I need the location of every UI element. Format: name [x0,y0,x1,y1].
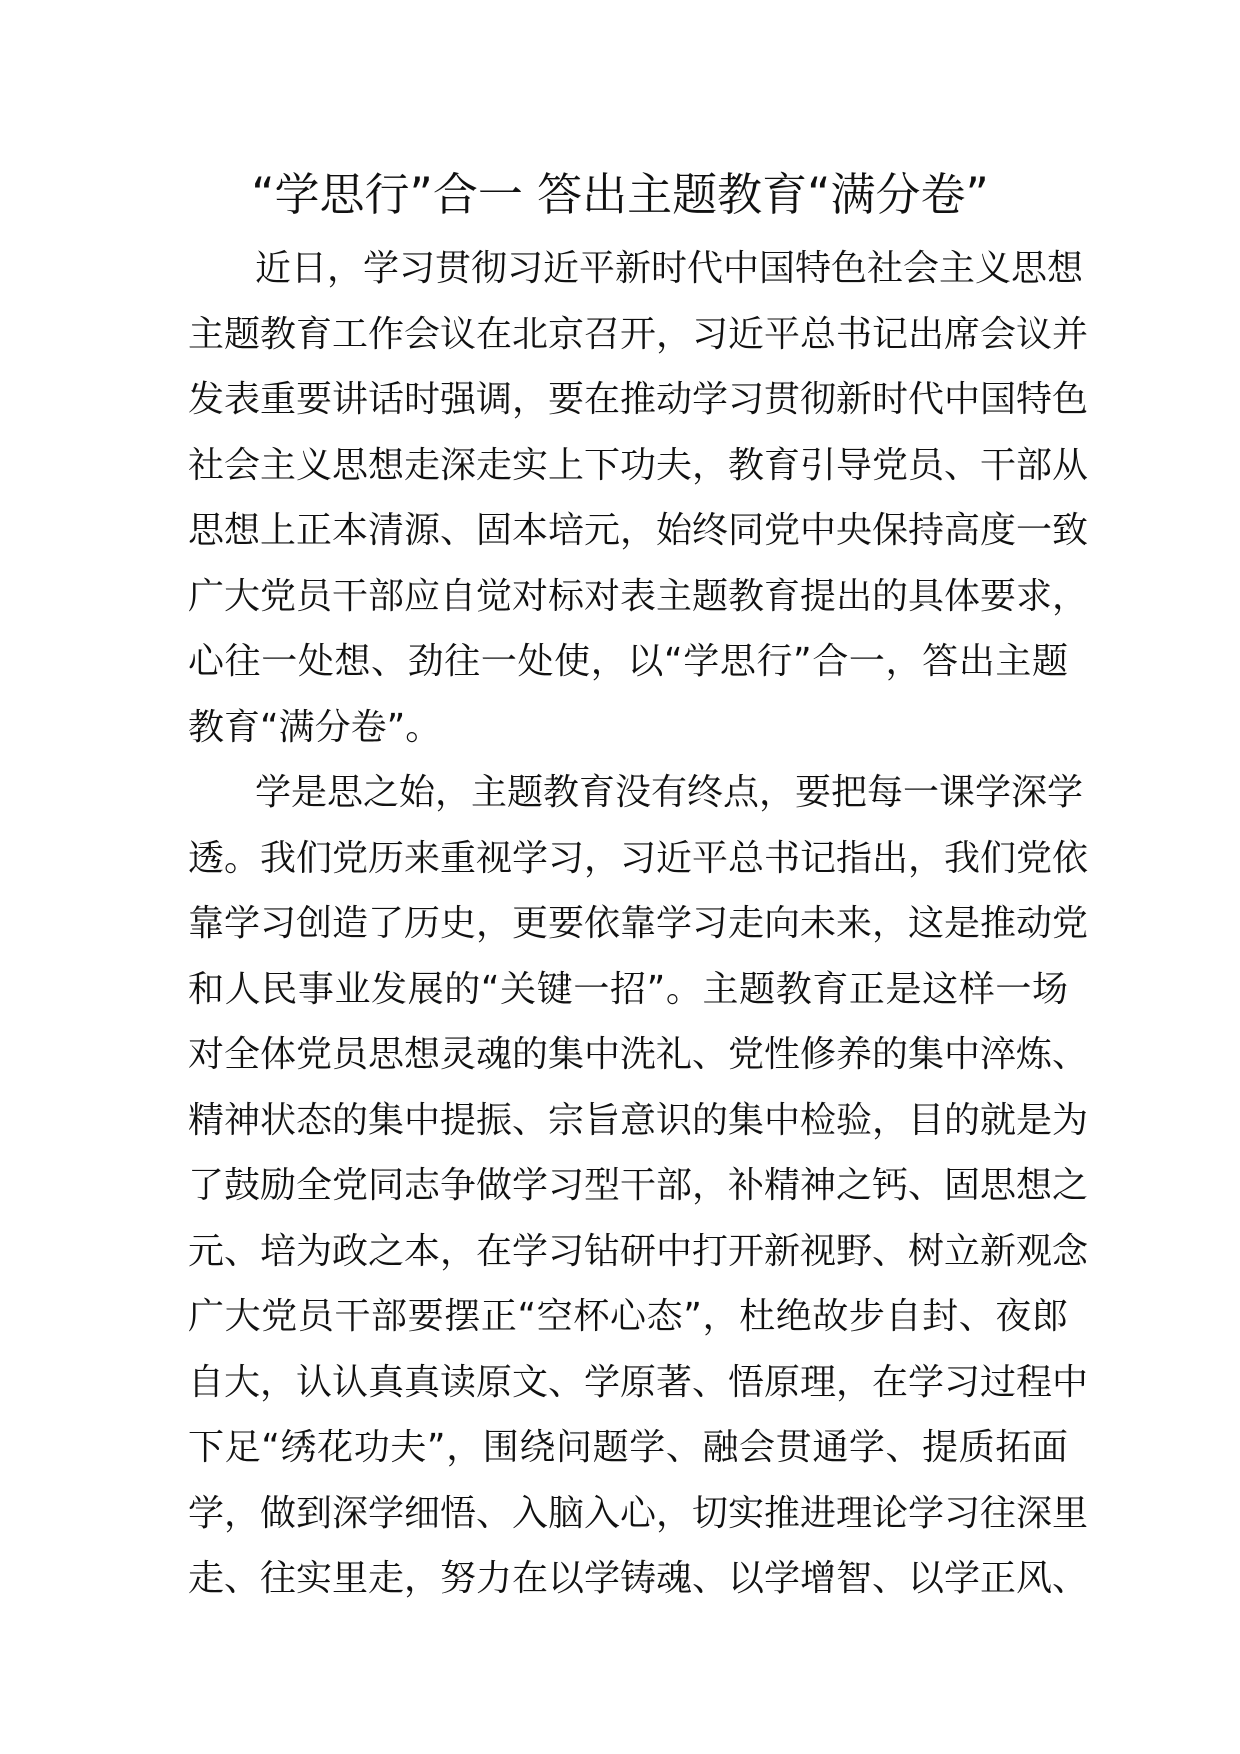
paragraph-1-line-6: 广大党员干部应自觉对标对表主题教育提出的具体要求， [188,575,1089,617]
paragraph-1-line-4: 社会主义思想走深走实上下功夫，教育引导党员、干部从 [188,444,1089,486]
paragraph-2-line-2: 透。我们党历来重视学习，习近平总书记指出，我们党依 [188,837,1089,879]
paragraph-2-line-11: 下足“绣花功夫”，围绕问题学、融会贯通学、提质拓面 [188,1427,1068,1468]
paragraph-2-line-8: 元、培为政之本，在学习钻研中打开新视野、树立新观念 [188,1230,1089,1272]
paragraph-1-line-3: 发表重要讲话时强调，要在推动学习贯彻新时代中国特色 [188,379,1089,420]
paragraph-1-line-2: 主题教育工作会议在北京召开，习近平总书记出席会议并 [188,313,1089,355]
paragraph-2-line-13: 走、往实里走，努力在以学铸魂、以学增智、以学正风、 [188,1558,1089,1599]
paragraph-2-line-5: 对全体党员思想灵魂的集中洗礼、党性修养的集中淬炼、 [188,1034,1089,1075]
paragraph-1-line-1: 近日，学习贯彻习近平新时代中国特色社会主义思想 [255,248,1084,289]
paragraph-2-line-12: 学，做到深学细悟、入脑入心，切实推进理论学习往深里 [188,1492,1089,1534]
paragraph-2-line-10: 自大，认认真真读原文、学原著、悟原理，在学习过程中 [188,1361,1089,1403]
paragraph-1-line-7: 心往一处想、劲往一处使，以“学思行”合一，答出主题 [188,641,1068,682]
paragraph-2-line-4: 和人民事业发展的“关键一招”。主题教育正是这样一场 [188,968,1068,1010]
document-body [188,236,1089,1612]
paragraph-2-line-7: 了鼓励全党同志争做学习型干部，补精神之钙、固思想之 [188,1165,1089,1206]
paragraph-2-line-1: 学是思之始，主题教育没有终点，要把每一课学深学 [255,772,1084,813]
paragraph-2-line-9: 广大党员干部要摆正“空杯心态”，杜绝故步自封、夜郎 [188,1296,1068,1337]
paragraph-1-line-8: 教育“满分卷”。 [188,706,442,748]
paragraph-2-line-6: 精神状态的集中提振、宗旨意识的集中检验，目的就是为 [188,1099,1089,1141]
paragraph-2-line-3: 靠学习创造了历史，更要依靠学习走向未来，这是推动党 [188,903,1089,944]
document-title: “学思行”合一 答出主题教育“满分卷” [251,168,989,221]
paragraph-1-line-5: 思想上正本清源、固本培元，始终同党中央保持高度一致 [188,510,1089,551]
